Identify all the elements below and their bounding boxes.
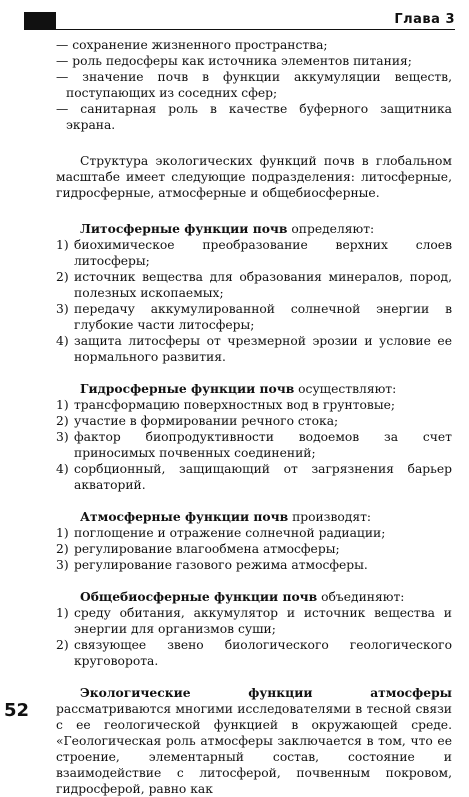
section-verb: производят: [288, 510, 372, 524]
final-paragraph-title: Экологические функции атмосферы [80, 685, 452, 700]
intro-item: — сохранение жизненного пространства; [56, 38, 328, 52]
section-biosphere [56, 589, 452, 669]
section-verb: объединяют: [317, 590, 405, 604]
list-item: 4) сорбционный, защищающий от загрязнения барьер акваторий. [56, 462, 452, 492]
list-item: 2) источник вещества для образования минералов, пород, полезных ископаемых; [56, 270, 452, 300]
final-paragraph-text: рассматриваются многими исследователями в тесной связи с ее геологической функцией в окружающей среде. «Геологическая роль атмосферы заключается в том, что ее строение, элементарный состав, состояние и взаимодействие с литосферой, почвенным покровом, гидросферой, равно как [56, 702, 452, 796]
page-number: 52 [4, 700, 30, 721]
intro-item: — роль педосферы как источника элементов питания; [56, 54, 412, 68]
list-item: 3) фактор биопродуктивности водоемов за счет приносимых почвенных соединений; [56, 430, 452, 460]
list-item: 3) передачу аккумулированной солнечной энергии в глубокие части литосферы; [56, 302, 452, 332]
section-heading [56, 381, 452, 397]
chapter-title: Глава 3 [394, 12, 455, 27]
section-verb: определяют: [287, 222, 375, 236]
header-black-bar [24, 12, 56, 30]
list-item: 2) связующее звено биологического геологического круговорота. [56, 638, 452, 668]
list-item: 1) среду обитания, аккумулятор и источник вещества и энергии для организмов суши; [56, 606, 452, 636]
intro-item: — значение почв в функции аккумуляции веществ, поступающих из соседних сфер; [56, 70, 452, 100]
intro-list [56, 37, 452, 133]
list-item: 1) трансформацию поверхностных вод в грунтовые; [56, 398, 396, 412]
section-verb: осуществляют: [294, 382, 397, 396]
section-atmosphere [56, 509, 452, 573]
section-title: Литосферные функции почв [80, 221, 288, 236]
intro-item: — санитарная роль в качестве буферного защитника экрана. [56, 102, 452, 132]
page-body [56, 37, 452, 797]
section-hydrosphere [56, 381, 452, 493]
section-title: Атмосферные функции почв [80, 509, 289, 524]
list-item: 2) участие в формировании речного стока; [56, 414, 339, 428]
final-paragraph [56, 685, 452, 797]
list-item: 1) биохимическое преобразование верхних слоев литосферы; [56, 238, 452, 268]
list-item: 2) регулирование влагообмена атмосферы; [56, 542, 340, 556]
section-heading [56, 589, 452, 605]
section-lithosphere [56, 221, 452, 365]
header-rule [56, 29, 455, 30]
list-item: 4) защита литосферы от чрезмерной эрозии и условие ее нормального развития. [56, 334, 452, 364]
section-heading [56, 221, 452, 237]
structure-paragraph: Структура экологических функций почв в глобальном масштабе имеет следующие подразделения: литосферные, гидросферные, атмосферные и общебиосферные. [56, 154, 452, 200]
section-title: Гидросферные функции почв [80, 381, 295, 396]
list-item: 3) регулирование газового режима атмосферы. [56, 558, 368, 572]
section-title: Общебиосферные функции почв [80, 589, 318, 604]
section-heading [56, 509, 452, 525]
list-item: 1) поглощение и отражение солнечной радиации; [56, 526, 386, 540]
